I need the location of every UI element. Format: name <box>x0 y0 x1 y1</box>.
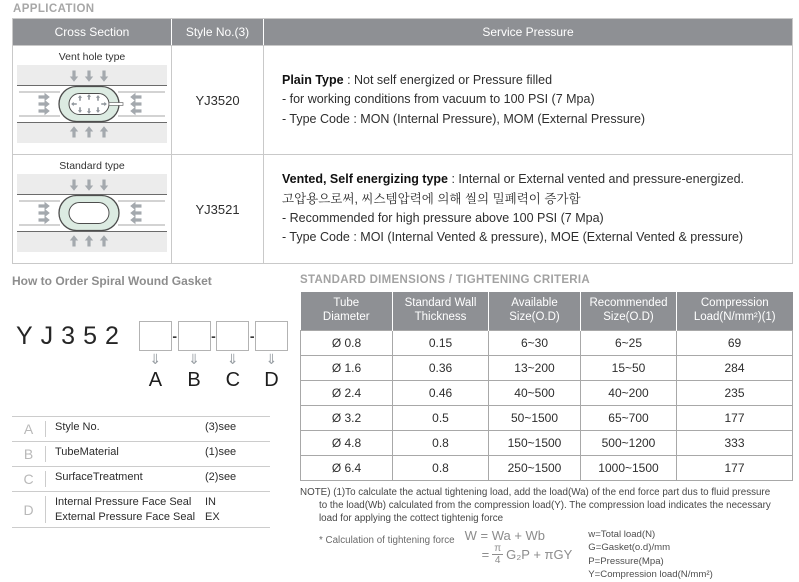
dimensions-section <box>300 274 793 582</box>
tube-diameter-cell: Ø 3.2 <box>301 405 393 430</box>
fraction-numerator: π <box>494 542 502 554</box>
legend-value: EX <box>205 511 220 523</box>
dash-separator: - <box>172 328 178 344</box>
order-position-a <box>139 321 172 392</box>
desc-line: - Type Code : MOI (Internal Vented & pressure), MOE (External Vented & pressure) <box>282 230 744 245</box>
legend-key: D <box>12 496 46 523</box>
legend-key: B <box>12 446 46 462</box>
down-double-arrow-icon: ⇓ <box>226 352 239 368</box>
table-row <box>301 455 793 480</box>
cross-section-cell <box>13 155 172 264</box>
application-row-plain <box>13 46 793 155</box>
table-row <box>301 330 793 355</box>
desc-bold: Plain Type <box>282 72 344 87</box>
tube-diameter-cell: Ø 4.8 <box>301 430 393 455</box>
formula-line-1: W = Wa + Wb <box>464 527 546 543</box>
legend-key: A <box>12 421 46 437</box>
formula-line-2 <box>482 543 573 567</box>
diagram-label: Standard type <box>59 160 125 172</box>
desc-rest: : Not self energized or Pressure filled <box>343 72 553 87</box>
compression-load-cell: 69 <box>677 330 793 355</box>
desc-rest: : Internal or External vented and pressure-energized. <box>448 172 745 187</box>
wall-thickness-cell: 0.5 <box>393 405 489 430</box>
recommended-size-cell: 6~25 <box>581 330 677 355</box>
service-pressure-cell <box>264 46 793 155</box>
calc-label: * Calculation of tightening force <box>319 534 455 546</box>
col-header-recommended-size: Recommended Size(O.D) <box>581 292 677 330</box>
recommended-size-cell: 500~1200 <box>581 430 677 455</box>
formula-definitions <box>588 528 713 582</box>
formula-def: w=Total load(N) <box>588 528 656 540</box>
standard-type-diagram <box>17 174 167 252</box>
desc-bold: Vented, Self energizing type <box>282 172 449 187</box>
vent-hole-type-diagram <box>17 65 167 143</box>
legend-row-d <box>12 491 270 528</box>
desc-line: - for working conditions from vacuum to 100 PSI (7 Mpa) <box>282 92 595 107</box>
order-box <box>139 321 172 351</box>
table-row <box>301 355 793 380</box>
order-position-d <box>255 321 288 392</box>
note-line-2: to the load(Wb) calculated from the compression load(Y). The compression load indicates the necessary <box>319 499 771 511</box>
legend-label: TubeMaterial <box>55 446 119 458</box>
order-box <box>216 321 249 351</box>
down-double-arrow-icon: ⇓ <box>265 352 278 368</box>
order-legend-table <box>12 416 270 528</box>
desc-title-line <box>282 71 786 90</box>
recommended-size-cell: 15~50 <box>581 355 677 380</box>
compression-load-cell: 177 <box>677 455 793 480</box>
legend-row-c <box>12 466 270 491</box>
note-line-1: NOTE) (1)To calculate the actual tightening load, add the load(Wa) of the end force part dus to fluid pressure <box>300 486 771 498</box>
available-size-cell: 250~1500 <box>489 455 581 480</box>
legend-value: IN <box>205 496 216 508</box>
col-header-service-pressure: Service Pressure <box>264 19 793 46</box>
equals-sign: = <box>481 547 490 563</box>
order-box <box>255 321 288 351</box>
compression-load-cell: 235 <box>677 380 793 405</box>
legend-label: Style No. <box>55 421 100 433</box>
down-double-arrow-icon: ⇓ <box>188 352 200 368</box>
order-section <box>12 274 288 528</box>
pi-over-4-fraction <box>492 543 503 567</box>
available-size-cell: 150~1500 <box>489 430 581 455</box>
legend-row-a <box>12 416 270 441</box>
legend-value: (1)see <box>205 446 237 458</box>
table-row <box>301 380 793 405</box>
available-size-cell: 6~30 <box>489 330 581 355</box>
wall-thickness-cell: 0.8 <box>393 430 489 455</box>
available-size-cell: 50~1500 <box>489 405 581 430</box>
application-row-vented <box>13 155 793 264</box>
col-header-wall-thickness: Standard Wall Thickness <box>393 292 489 330</box>
compression-load-cell: 284 <box>677 355 793 380</box>
tube-diameter-cell: Ø 0.8 <box>301 330 393 355</box>
recommended-size-cell: 40~200 <box>581 380 677 405</box>
col-header-cross-section: Cross Section <box>13 19 172 46</box>
dimensions-heading: STANDARD DIMENSIONS / TIGHTENING CRITERIA <box>300 274 591 286</box>
legend-row-b <box>12 441 270 466</box>
compression-load-cell: 333 <box>677 430 793 455</box>
available-size-cell: 13~200 <box>489 355 581 380</box>
style-no-cell: YJ3520 <box>172 46 264 155</box>
position-letter: C <box>225 369 241 391</box>
diagram-label: Vent hole type <box>58 51 126 63</box>
tube-diameter-cell: Ø 2.4 <box>301 380 393 405</box>
col-header-style-no: Style No.(3) <box>172 19 264 46</box>
table-row <box>301 430 793 455</box>
down-double-arrow-icon: ⇓ <box>149 352 162 368</box>
calculation-row <box>300 528 793 582</box>
legend-label: Internal Pressure Face Seal <box>55 496 192 508</box>
position-letter: B <box>187 369 201 391</box>
fraction-denominator: 4 <box>494 555 501 567</box>
order-position-c <box>216 321 249 392</box>
legend-label: SurfaceTreatment <box>55 471 143 483</box>
order-box <box>178 321 211 351</box>
wall-thickness-cell: 0.46 <box>393 380 489 405</box>
desc-line: - Recommended for high pressure above 100 PSI (7 Mpa) <box>282 211 604 225</box>
application-header-row <box>13 19 793 46</box>
desc-line: - Type Code : MON (Internal Pressure), MOM (External Pressure) <box>282 111 646 126</box>
position-letter: A <box>148 369 163 391</box>
order-code <box>16 321 288 392</box>
application-heading: APPLICATION <box>13 3 95 15</box>
desc-title-line <box>282 170 786 189</box>
order-prefix: YJ352 <box>16 322 127 350</box>
application-table <box>12 18 793 264</box>
wall-thickness-cell: 0.36 <box>393 355 489 380</box>
order-heading: How to Order Spiral Wound Gasket <box>12 274 212 288</box>
recommended-size-cell: 65~700 <box>581 405 677 430</box>
cross-section-cell <box>13 46 172 155</box>
formula-def: G=Gasket(o.d)/mm <box>588 542 671 554</box>
col-header-compression-load: Compression Load(N/mm²)(1) <box>677 292 793 330</box>
formula-def: P=Pressure(Mpa) <box>588 555 664 567</box>
table-row <box>301 405 793 430</box>
desc-line: 고압용으로써, 씨스템압력에 의해 씰의 밀폐력이 증가함 <box>282 191 581 206</box>
formula-def: Y=Compression load(N/mm²) <box>588 569 713 581</box>
order-position-b <box>178 321 211 392</box>
compression-load-cell: 177 <box>677 405 793 430</box>
wall-thickness-cell: 0.8 <box>393 455 489 480</box>
tube-diameter-cell: Ø 1.6 <box>301 355 393 380</box>
note-text <box>300 486 793 525</box>
bottom-section <box>12 274 793 582</box>
tightening-force-formula <box>465 528 573 582</box>
dash-separator: - <box>211 328 216 344</box>
style-no-cell: YJ3521 <box>172 155 264 264</box>
dash-separator: - <box>249 328 255 344</box>
position-letter: D <box>264 369 279 391</box>
service-pressure-cell <box>264 155 793 264</box>
legend-label: External Pressure Face Seal <box>55 511 196 523</box>
recommended-size-cell: 1000~1500 <box>581 455 677 480</box>
dimensions-header-row <box>301 292 793 330</box>
available-size-cell: 40~500 <box>489 380 581 405</box>
col-header-available-size: Available Size(O.D) <box>489 292 581 330</box>
note-line-3: load for applying the cottect tightenig force <box>319 512 504 524</box>
legend-value: (3)see <box>205 421 237 433</box>
legend-key: C <box>12 471 46 487</box>
wall-thickness-cell: 0.15 <box>393 330 489 355</box>
tube-diameter-cell: Ø 6.4 <box>301 455 393 480</box>
formula-tail: G₂P + πGY <box>506 547 573 563</box>
dimensions-table <box>300 292 793 481</box>
legend-value: (2)see <box>205 471 237 483</box>
col-header-tube-diameter: Tube Diameter <box>301 292 393 330</box>
